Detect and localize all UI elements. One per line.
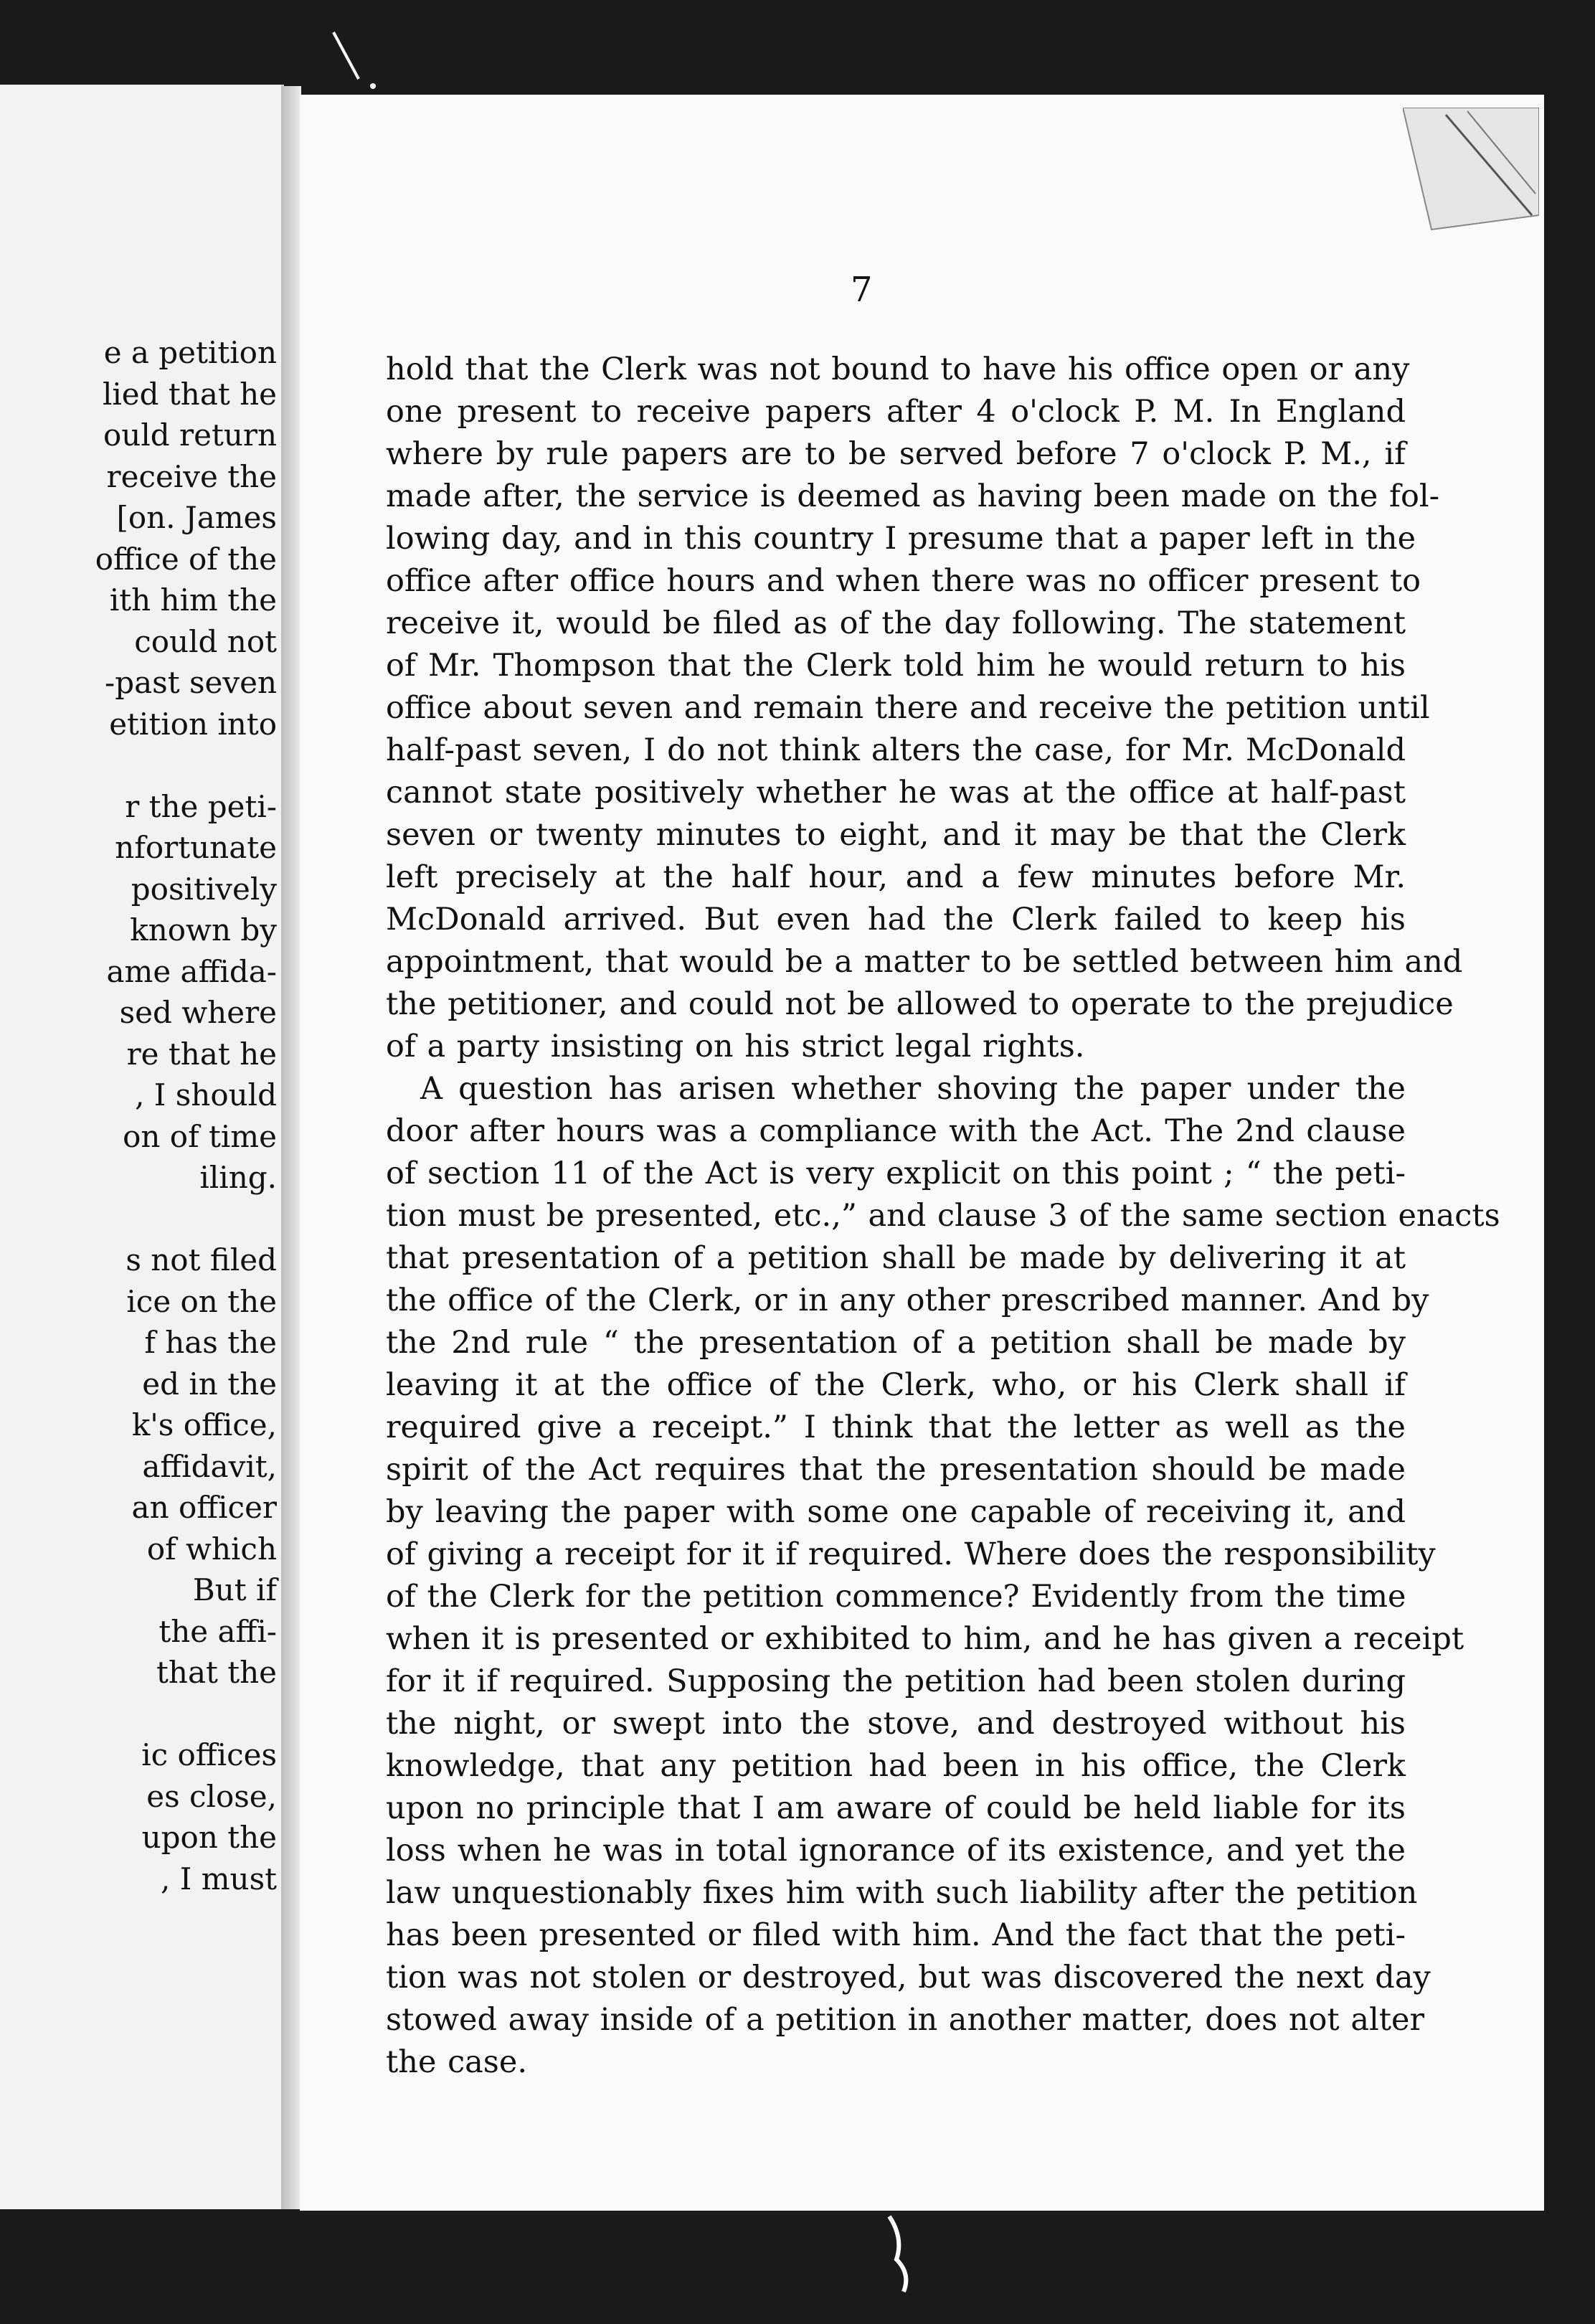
scan-mark-bottom: [882, 2209, 925, 2295]
book-gutter: [281, 86, 301, 2209]
fragment-line: s not filed: [126, 1242, 277, 1277]
fragment-line: upon the: [141, 1820, 277, 1855]
text-line: receive it, would be filed as of the day following. The statement: [386, 605, 1406, 641]
fragment-line: positively: [131, 871, 277, 907]
text-line: the night, or swept into the stove, and destroyed without his: [386, 1706, 1406, 1742]
text-line: the petitioner, and could not be allowed to operate to the prejudice: [386, 986, 1454, 1022]
fragment-line: , I should: [135, 1077, 277, 1113]
text-line: A question has arisen whether shoving the paper under the: [420, 1071, 1406, 1107]
fragment-line: office of the: [95, 541, 277, 577]
fragment-line: ame affida-: [106, 953, 277, 989]
fragment-line: ith him the: [109, 582, 277, 618]
text-line: upon no principle that I am aware of could be held liable for its: [386, 1790, 1406, 1826]
text-line: of Mr. Thompson that the Clerk told him he would return to his: [386, 648, 1406, 684]
text-line: that presentation of a petition shall be made by delivering it at: [386, 1240, 1406, 1276]
text-line: office after office hours and when there was no officer present to: [386, 563, 1421, 599]
text-line: leaving it at the office of the Clerk, who, or his Clerk shall if: [386, 1367, 1406, 1403]
fragment-line: [on. James: [116, 500, 277, 535]
fragment-line: etition into: [109, 706, 277, 742]
text-line: loss when he was in total ignorance of its existence, and yet the: [386, 1833, 1406, 1869]
fragment-line: f has the: [144, 1325, 277, 1360]
fragment-line: But if: [192, 1572, 277, 1607]
text-line: made after, the service is deemed as having been made on the fol-: [386, 478, 1440, 514]
fragment-line: that the: [156, 1655, 277, 1690]
text-line: tion must be presented, etc.,” and clause 3 of the same section enacts: [386, 1198, 1500, 1234]
fragment-line: an officer: [131, 1490, 277, 1525]
fragment-line: affidavit,: [142, 1448, 277, 1484]
text-line: tion was not stolen or destroyed, but was discovered the next day: [386, 1960, 1431, 1995]
text-line: of section 11 of the Act is very explicit on this point ; “ the peti-: [386, 1156, 1406, 1191]
text-line: lowing day, and in this country I presume that a paper left in the: [386, 521, 1416, 557]
fragment-line: -past seven: [105, 665, 277, 700]
text-line: office about seven and remain there and receive the petition until: [386, 690, 1430, 726]
fragment-line: sed where: [119, 995, 277, 1030]
text-line: the case.: [386, 2044, 527, 2080]
fragment-line: es close,: [146, 1778, 277, 1814]
fragment-line: ic offices: [141, 1737, 277, 1772]
page: [300, 95, 1544, 2211]
text-line: one present to receive papers after 4 o'clock P. M. In England: [386, 394, 1406, 430]
text-line: half-past seven, I do not think alters the case, for Mr. McDonald: [386, 732, 1406, 768]
text-line: required give a receipt.” I think that the letter as well as the: [386, 1409, 1406, 1445]
body-text: [386, 349, 1500, 2084]
text-line: by leaving the paper with some one capable of receiving it, and: [386, 1494, 1406, 1530]
text-line: McDonald arrived. But even had the Clerk failed to keep his: [386, 902, 1406, 937]
text-line: the office of the Clerk, or in any other prescribed manner. And by: [386, 1283, 1429, 1318]
scan-mark-top: [330, 29, 380, 100]
text-line: seven or twenty minutes to eight, and it may be that the Clerk: [386, 817, 1406, 853]
fragment-line: ould return: [103, 417, 277, 453]
text-line: spirit of the Act requires that the presentation should be made: [386, 1452, 1406, 1488]
text-line: the 2nd rule “ the presentation of a petition shall be made by: [386, 1325, 1406, 1361]
text-line: knowledge, that any petition had been in his office, the Clerk: [386, 1748, 1406, 1784]
text-line: of the Clerk for the petition commence? Evidently from the time: [386, 1579, 1406, 1615]
page-number: 7: [851, 270, 873, 310]
fragment-line: receive the: [106, 458, 277, 494]
fragment-line: nfortunate: [115, 830, 277, 865]
fragment-line: of which: [146, 1531, 277, 1567]
fragment-line: k's office,: [131, 1407, 277, 1442]
fragment-line: r the peti-: [125, 788, 277, 824]
fragment-line: iling.: [199, 1160, 277, 1195]
fragment-line: re that he: [126, 1036, 277, 1072]
text-line: of giving a receipt for it if required. Where does the responsibility: [386, 1536, 1436, 1572]
text-line: hold that the Clerk was not bound to have his office open or any: [386, 351, 1410, 387]
fragment-line: lied that he: [102, 376, 277, 412]
fragment-line: known by: [130, 912, 277, 948]
text-line: for it if required. Supposing the petition had been stolen during: [386, 1663, 1406, 1699]
text-line: of a party insisting on his strict legal rights.: [386, 1029, 1085, 1064]
fragment-line: could not: [134, 623, 277, 659]
text-line: cannot state positively whether he was at the office at half-past: [386, 775, 1406, 811]
fragment-line: ed in the: [142, 1366, 277, 1402]
text-line: law unquestionably fixes him with such liability after the petition: [386, 1875, 1418, 1911]
fragment-line: on of time: [123, 1118, 277, 1154]
previous-page-fragment: [0, 85, 284, 2209]
text-line: stowed away inside of a petition in another matter, does not alter: [386, 2002, 1425, 2038]
text-line: when it is presented or exhibited to him, and he has given a receipt: [386, 1621, 1464, 1657]
text-line: door after hours was a compliance with the Act. The 2nd clause: [386, 1113, 1406, 1149]
fragment-line: , I must: [161, 1861, 277, 1896]
folded-corner: [1403, 108, 1539, 237]
fragment-line: ice on the: [126, 1283, 277, 1319]
fragment-line: e a petition: [103, 335, 277, 370]
text-line: where by rule papers are to be served before 7 o'clock P. M., if: [386, 436, 1406, 472]
text-line: has been presented or filed with him. And the fact that the peti-: [386, 1917, 1406, 1953]
text-line: appointment, that would be a matter to be settled between him and: [386, 944, 1463, 980]
text-line: left precisely at the half hour, and a few minutes before Mr.: [386, 859, 1406, 895]
fragment-line: the affi-: [158, 1613, 277, 1649]
